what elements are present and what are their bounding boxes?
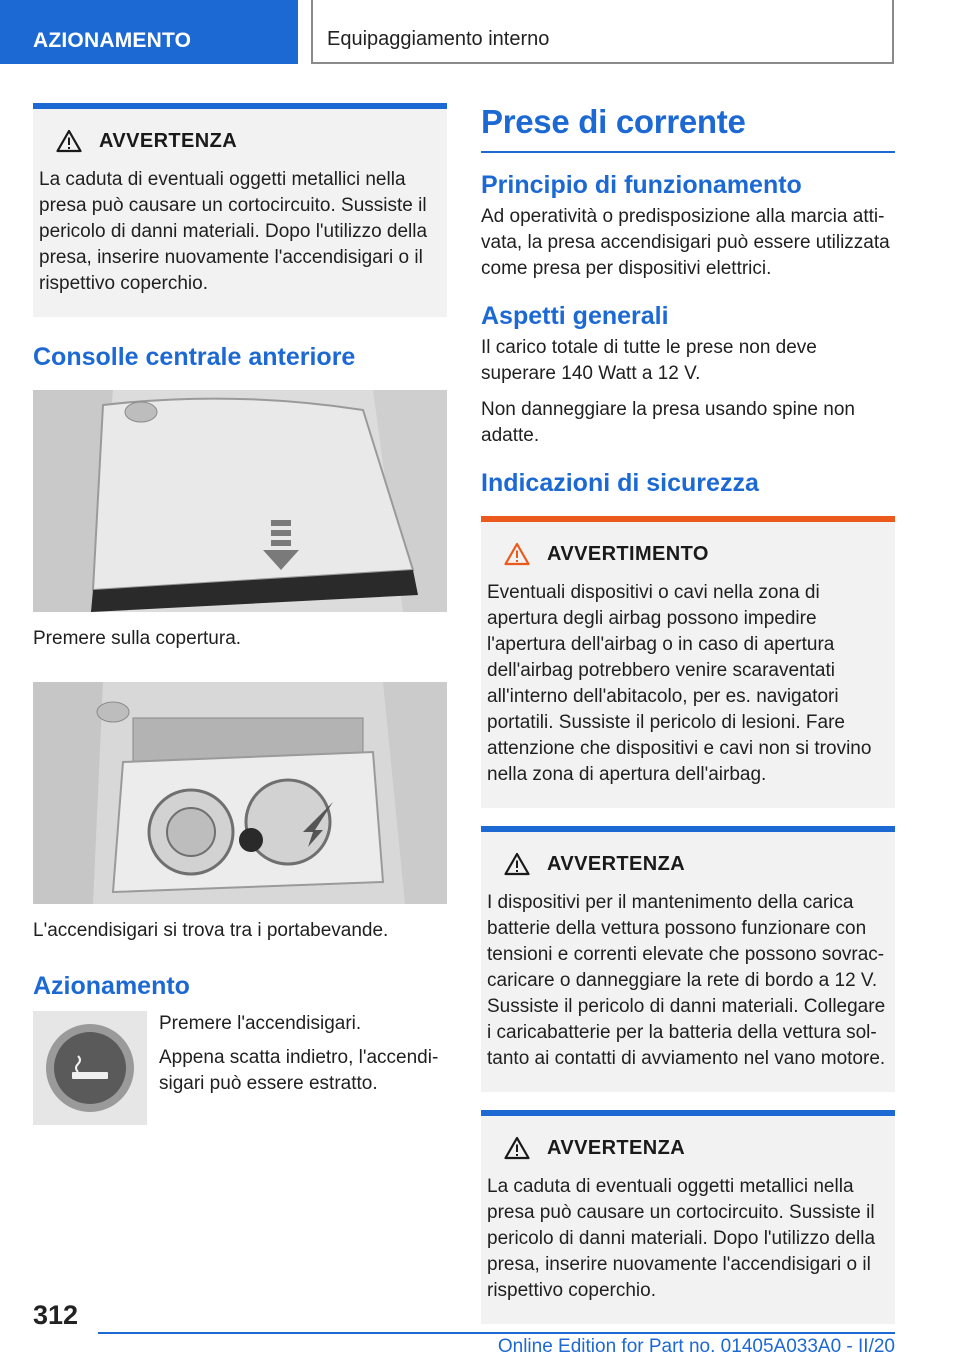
right-column [481, 103, 895, 1324]
warning-text: I dispositivi per il mantenimento della carica batterie della vettura possono funzionare con tensioni e correnti elevate che possono sovraccaricare o danneggiare la rete di bordo a 12 V. Sussiste il pericolo di danni materiali. Collegare i caricabatterie per la batteria della vettura soltanto ai contatti di avviamento nel vano motore. [487, 892, 886, 1069]
page-title: Prese di corrente [481, 103, 895, 153]
section-tab: AZIONAMENTO [0, 0, 298, 64]
lighter-location-image [33, 682, 447, 904]
warning-triangle-icon [487, 852, 547, 876]
operation-block [33, 1011, 447, 1125]
caution-text: Eventuali dispositivi o cavi nella zona di apertura degli airbag possono impedire l'apertura dell'airbag o in caso di apertura dell'airbag potrebbero venire scaraventati all'interno dell'abitacolo, per es. navigatori portatili. Sussiste il pericolo di lesioni. Fare attenzione che dispositivi e cavi non si trovino nella zona di apertura dell'airbag. [487, 582, 872, 785]
warning-text: La caduta di eventuali oggetti metallici nella presa può causare un cortocircuito. Sussiste il pericolo di danni materiali. Dopo l'utilizzo della presa, inserire nuovamente l'accendisigari o il rispettivo coperchio. [487, 1176, 876, 1301]
chapter-title: Equipaggiamento interno [311, 0, 894, 64]
left-column [33, 103, 447, 1125]
operation-heading: Azionamento [33, 972, 190, 1000]
safety-heading: Indicazioni di sicurezza [481, 469, 759, 497]
principle-text: Ad operatività o predisposizione alla marcia attivata, la presa accendisigari può essere utilizzata come presa per dispositivi elettrici. [481, 206, 890, 279]
general-heading: Aspetti generali [481, 302, 669, 330]
general-text-1: Il carico totale di tutte le prese non deve superare 140 Watt a 12 V. [481, 337, 817, 384]
warning-title: AVVERTENZA [547, 1137, 686, 1159]
warning-triangle-icon [39, 129, 99, 153]
warning-triangle-icon [487, 1136, 547, 1160]
warning-box-1 [33, 103, 447, 317]
console-cover-image [33, 390, 447, 612]
edition-footer: Online Edition for Part no. 01405A033A0 - II/20 [497, 1336, 895, 1357]
warning-text: La caduta di eventuali oggetti metallici nella presa può causare un cortocircuito. Sussiste il pericolo di danni materiali. Dopo l'utilizzo della presa, inserire nuovamente l'accendisigari o il rispettivo coperchio. [39, 169, 428, 294]
page-number: 312 [33, 1300, 79, 1330]
warning-title: AVVERTENZA [547, 853, 686, 875]
operation-step-1: Premere l'accendisigari. [159, 1013, 362, 1034]
console-heading: Consolle centrale anteriore [33, 343, 356, 371]
operation-step-2: Appena scatta indietro, l'accendisigari può essere estratto. [159, 1047, 439, 1094]
general-text-2: Non danneggiare la presa usando spine non adatte. [481, 399, 855, 446]
warning-title: AVVERTENZA [99, 130, 238, 152]
warning-box-2 [481, 826, 895, 1092]
cigarette-lighter-icon [33, 1011, 147, 1125]
warning-box-3 [481, 1110, 895, 1324]
caution-box [481, 516, 895, 808]
caution-title: AVVERTIMENTO [547, 543, 709, 565]
warning-triangle-icon [487, 542, 547, 566]
caption-cover: Premere sulla copertura. [33, 628, 242, 649]
principle-heading: Principio di funzionamento [481, 171, 802, 199]
footer-divider [98, 1332, 895, 1334]
caption-lighter-location: L'accendisigari si trova tra i portabevande. [33, 920, 389, 941]
